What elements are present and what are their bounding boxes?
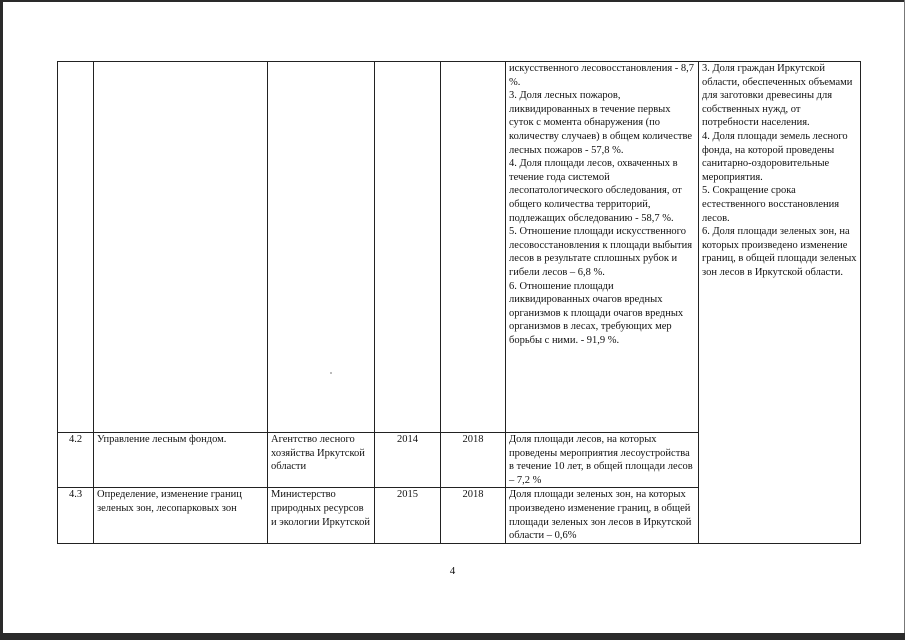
row-indicator: Доля площади зеленых зон, на которых произведено изменение границ, в общей площади зеленых зон лесов в Иркутской области – 0,6% (506, 488, 699, 543)
cell-num (58, 62, 94, 433)
row-name: Управление лесным фондом. (94, 433, 268, 488)
indicator-text: 6. Отношение площади ликвидированных очагов вредных организмов к площади очагов вредных организмов в лесах, требующих мер борьбы с ними. - 91,9 %. (509, 280, 684, 346)
cell-end (441, 62, 506, 433)
row-name: Определение, изменение границ зеленых зон, лесопарковых зон (94, 488, 268, 543)
indicator-text: 4. Доля площади лесов, охваченных в течение года системой лесопатологического обследования, от общего количества территорий, подлежащих обследованию - 58,7 %. (509, 158, 682, 224)
row-number: 4.2 (58, 433, 94, 488)
row-start-year: 2014 (375, 433, 441, 488)
scan-edge-top (0, 0, 905, 2)
page-number: 4 (449, 565, 456, 577)
row-number: 4.3 (58, 488, 94, 543)
indicator-text: 3. Доля лесных пожаров, ликвидированных в течение первых суток с момента обнаружения (по количеству случаев) в общем количестве лесных пожаров - 57,8 %. (509, 90, 693, 156)
result-text: 3. Доля граждан Иркутской области, обеспеченных объемами для заготовки древесины для собственных нужд, от потребности населения. (702, 63, 853, 129)
cell-executor (268, 62, 375, 433)
row-indicator: Доля площади лесов, на которых проведены мероприятия лесоустройства в течение 10 лет, в общей площади лесов – 7,2 % (506, 433, 699, 488)
row-end-year: 2018 (441, 433, 506, 488)
program-table (57, 61, 861, 544)
cell-results (699, 62, 861, 544)
row-end-year: 2018 (441, 488, 506, 543)
cell-indicators (506, 62, 699, 433)
indicator-text: 5. Отношение площади искусственного лесовосстановления к площади выбытия лесов в результате сплошных рубок и гибели лесов – 6,8 %. (509, 226, 693, 278)
cell-start (375, 62, 441, 433)
result-text: 6. Доля площади зеленых зон, на которых произведено изменение границ, в общей площади зеленых зон лесов в Иркутской области. (702, 226, 857, 278)
table-row-continued (58, 62, 861, 433)
row-start-year: 2015 (375, 488, 441, 543)
result-text: 5. Сокращение срока естественного восстановления лесов. (702, 185, 840, 224)
cell-name (94, 62, 268, 433)
result-text: 4. Доля площади земель лесного фонда, на которой проведены санитарно-оздоровительные мероприятия. (702, 130, 848, 183)
indicator-text: искусственного лесовосстановления - 8,7 %. (509, 63, 695, 88)
scan-edge-bottom (0, 633, 905, 640)
row-executor: Министерство природных ресурсов и экологии Иркутской (268, 488, 375, 543)
row-executor: Агентство лесного хозяйства Иркутской области (268, 433, 375, 488)
scan-speck (330, 372, 332, 374)
scan-edge-left (0, 0, 3, 640)
